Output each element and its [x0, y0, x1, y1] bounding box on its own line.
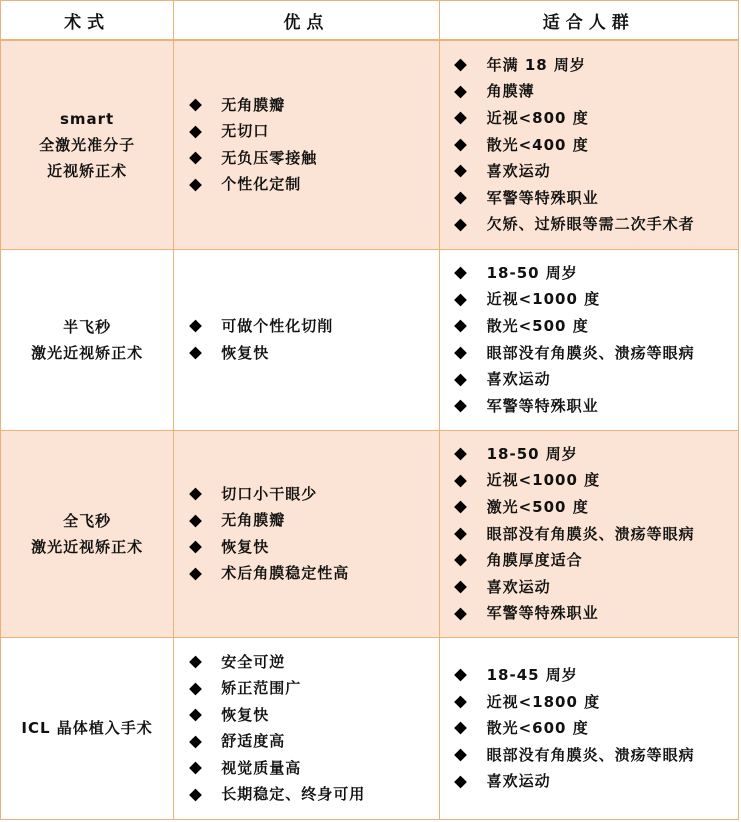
list-item: 18-50 周岁 [440, 441, 738, 468]
diamond-bullet-icon [454, 775, 467, 788]
diamond-bullet-icon [189, 788, 202, 801]
suitable-population-cell [439, 430, 738, 637]
table-row [1, 40, 739, 249]
advantages-cell [174, 637, 439, 819]
list-item: 喜欢运动 [440, 366, 738, 393]
list-item: 矫正范围广 [174, 675, 438, 702]
list-item: 恢复快 [174, 340, 438, 367]
list-item: 喜欢运动 [440, 158, 738, 185]
procedure-name-line: 全激光准分子 [39, 135, 136, 154]
diamond-bullet-icon [454, 218, 467, 231]
list-item: 无切口 [174, 118, 438, 145]
diamond-bullet-icon [454, 607, 467, 620]
table-row [1, 430, 739, 637]
diamond-bullet-icon [454, 59, 467, 72]
diamond-bullet-icon [189, 682, 202, 695]
procedure-name-line: 近视矫正术 [47, 161, 128, 180]
diamond-bullet-icon [189, 125, 202, 138]
list-item: 眼部没有角膜炎、溃疡等眼病 [440, 742, 738, 769]
table-row [1, 637, 739, 819]
diamond-bullet-icon [189, 514, 202, 527]
diamond-bullet-icon [454, 695, 467, 708]
diamond-bullet-icon [454, 192, 467, 205]
diamond-bullet-icon [454, 400, 467, 413]
list-item: 舒适度高 [174, 728, 438, 755]
advantages-cell [174, 40, 439, 249]
list-item: 散光<500 度 [440, 313, 738, 340]
list-item: 散光<400 度 [440, 132, 738, 159]
diamond-bullet-icon [454, 448, 467, 461]
procedure-name [1, 249, 174, 430]
list-item: 近视<800 度 [440, 105, 738, 132]
diamond-bullet-icon [454, 669, 467, 682]
diamond-bullet-icon [189, 762, 202, 775]
diamond-bullet-icon [189, 347, 202, 360]
procedure-name-line: 激光近视矫正术 [31, 537, 144, 556]
procedure-name-line: 全飞秒 [63, 511, 112, 530]
list-item: 军警等特殊职业 [440, 185, 738, 212]
diamond-bullet-icon [454, 581, 467, 594]
list-item: 18-50 周岁 [440, 260, 738, 287]
list-item: 无负压零接触 [174, 145, 438, 172]
procedure-name [1, 637, 174, 819]
diamond-bullet-icon [189, 709, 202, 722]
list-item: 恢复快 [174, 534, 438, 561]
list-item: 近视<1000 度 [440, 286, 738, 313]
header-row [1, 1, 739, 41]
list-item: 角膜薄 [440, 78, 738, 105]
suitable-population-cell [439, 637, 738, 819]
procedure-name [1, 430, 174, 637]
diamond-bullet-icon [454, 373, 467, 386]
diamond-bullet-icon [454, 320, 467, 333]
diamond-bullet-icon [454, 85, 467, 98]
list-item: 激光<500 度 [440, 494, 738, 521]
diamond-bullet-icon [189, 735, 202, 748]
diamond-bullet-icon [189, 320, 202, 333]
diamond-bullet-icon [454, 527, 467, 540]
diamond-bullet-icon [454, 165, 467, 178]
list-item: 术后角膜稳定性高 [174, 560, 438, 587]
diamond-bullet-icon [189, 99, 202, 112]
diamond-bullet-icon [189, 656, 202, 669]
list-item: 喜欢运动 [440, 574, 738, 601]
table-row [1, 249, 739, 430]
list-item: 眼部没有角膜炎、溃疡等眼病 [440, 521, 738, 548]
advantages-cell [174, 430, 439, 637]
list-item: 喜欢运动 [440, 768, 738, 795]
list-item: 18-45 周岁 [440, 662, 738, 689]
list-item: 无角膜瓣 [174, 507, 438, 534]
list-item: 视觉质量高 [174, 755, 438, 782]
diamond-bullet-icon [189, 541, 202, 554]
diamond-bullet-icon [454, 138, 467, 151]
diamond-bullet-icon [454, 267, 467, 280]
list-item: 角膜厚度适合 [440, 547, 738, 574]
diamond-bullet-icon [454, 722, 467, 735]
procedure-name-line: 半飞秒 [63, 317, 112, 336]
list-item: 军警等特殊职业 [440, 600, 738, 627]
list-item: 个性化定制 [174, 171, 438, 198]
list-item: 军警等特殊职业 [440, 393, 738, 420]
header-procedure: 术式 [1, 1, 174, 41]
list-item: 年满 18 周岁 [440, 52, 738, 79]
diamond-bullet-icon [189, 152, 202, 165]
diamond-bullet-icon [189, 488, 202, 501]
diamond-bullet-icon [454, 501, 467, 514]
diamond-bullet-icon [189, 178, 202, 191]
procedure-name-line: smart [59, 109, 115, 128]
diamond-bullet-icon [454, 474, 467, 487]
list-item: 长期稳定、终身可用 [174, 781, 438, 808]
list-item: 无角膜瓣 [174, 92, 438, 119]
list-item: 可做个性化切削 [174, 313, 438, 340]
diamond-bullet-icon [454, 112, 467, 125]
list-item: 近视<1000 度 [440, 467, 738, 494]
suitable-population-cell [439, 249, 738, 430]
diamond-bullet-icon [454, 347, 467, 360]
list-item: 安全可逆 [174, 649, 438, 676]
list-item: 恢复快 [174, 702, 438, 729]
diamond-bullet-icon [454, 749, 467, 762]
list-item: 欠矫、过矫眼等需二次手术者 [440, 211, 738, 238]
header-advantages: 优点 [174, 1, 439, 41]
list-item: 散光<600 度 [440, 715, 738, 742]
list-item: 近视<1800 度 [440, 689, 738, 716]
list-item: 切口小干眼少 [174, 481, 438, 508]
procedure-name [1, 40, 174, 249]
diamond-bullet-icon [454, 293, 467, 306]
header-suitable-population: 适合人群 [439, 1, 738, 41]
procedure-name-line: 激光近视矫正术 [31, 343, 144, 362]
diamond-bullet-icon [189, 567, 202, 580]
procedure-name-line: ICL 晶体植入手术 [21, 719, 153, 738]
diamond-bullet-icon [454, 554, 467, 567]
list-item: 眼部没有角膜炎、溃疡等眼病 [440, 340, 738, 367]
advantages-cell [174, 249, 439, 430]
suitable-population-cell [439, 40, 738, 249]
